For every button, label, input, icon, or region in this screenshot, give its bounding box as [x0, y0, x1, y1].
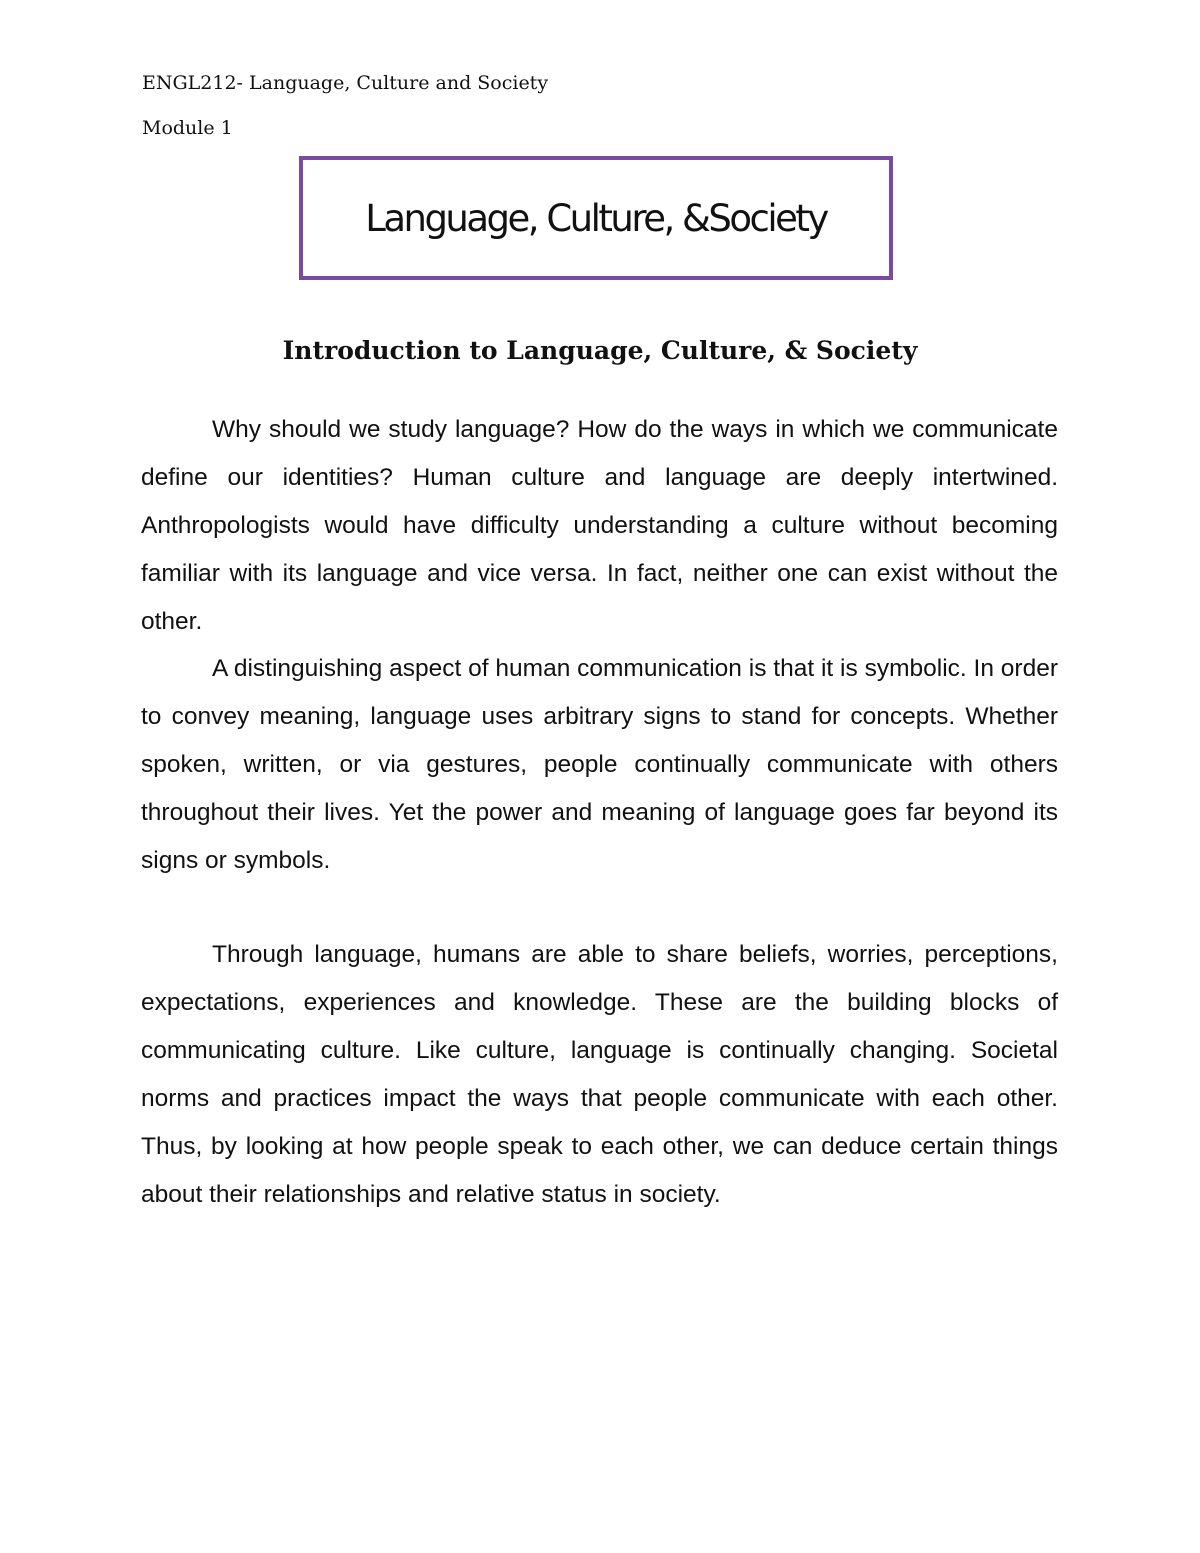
course-header: ENGL212- Language, Culture and Society — [142, 72, 549, 94]
title-box — [299, 156, 893, 280]
module-label: Module 1 — [142, 117, 233, 139]
paragraph-3: Through language, humans are able to share beliefs, worries, perceptions, expectations, experiences and knowledge. These are the building blocks of communicating culture. Like culture, language is continually changing. Societal norms and practices impact the ways that people communicate with each other. Thus, by looking at how people speak to each other, we can deduce certain things about their relationships and relative status in society. — [141, 941, 1058, 1208]
section-heading: Introduction to Language, Culture, & Society — [282, 336, 918, 365]
document-title: Language, Culture, &Society — [365, 196, 827, 240]
paragraph-2: A distinguishing aspect of human communication is that it is symbolic. In order to convey meaning, language uses arbitrary signs to stand for concepts. Whether spoken, written, or via gestures, people continually communicate with others throughout their lives. Yet the power and meaning of language goes far beyond its signs or symbols. — [141, 655, 1058, 874]
paragraph-1: Why should we study language? How do the ways in which we communicate define our identities? Human culture and language are deeply intertwined. Anthropologists would have difficulty understanding a culture without becoming familiar with its language and vice versa. In fact, neither one can exist without the other. — [141, 416, 1058, 635]
